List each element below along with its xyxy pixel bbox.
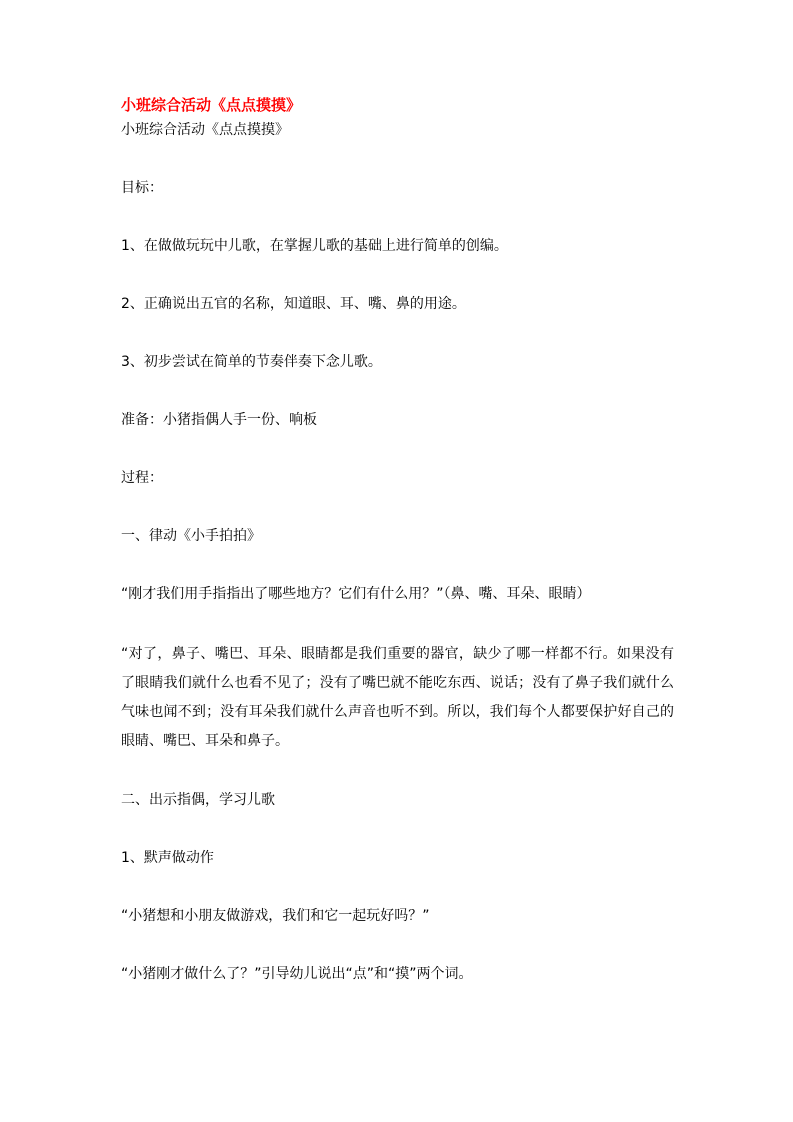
quote-2: “小猪想和小朋友做游戏，我们和它一起玩好吗？” (121, 908, 430, 924)
document-subtitle: 小班综合活动《点点摸摸》 (121, 122, 289, 138)
process-heading: 过程： (121, 470, 163, 486)
goal-item-3: 3、初步尝试在简单的节奏伴奏下念儿歌。 (121, 354, 382, 370)
section-2-heading: 二、出示指偶，学习儿歌 (121, 792, 275, 808)
quote-3: “小猪刚才做什么了？”引导幼儿说出“点”和“摸”两个词。 (121, 966, 473, 982)
goals-heading: 目标： (121, 180, 163, 196)
paragraph-1: “对了，鼻子、嘴巴、耳朵、眼睛都是我们重要的器官，缺少了哪一样都不行。如果没有了眼睛我们就什么也看不见了；没有了嘴巴就不能吃东西、说话；没有了鼻子我们就什么气味也闻不到；没有耳朵我们就什么声音也听不到。所以，我们每个人都要保护好自己的眼睛、嘴巴、耳朵和鼻子。 (121, 646, 674, 749)
section-1-heading: 一、律动《小手拍拍》 (121, 528, 261, 544)
preparation-text: 准备：小猪指偶人手一份、响板 (121, 412, 317, 428)
quote-1: “刚才我们用手指指出了哪些地方？它们有什么用？”（鼻、嘴、耳朵、眼睛） (121, 586, 591, 602)
document-title: 小班综合活动《点点摸摸》 (121, 96, 302, 114)
goal-item-1: 1、在做做玩玩中儿歌，在掌握儿歌的基础上进行简单的创编。 (121, 238, 508, 254)
step-1: 1、默声做动作 (121, 850, 214, 866)
goal-item-2: 2、正确说出五官的名称，知道眼、耳、嘴、鼻的用途。 (121, 296, 466, 312)
